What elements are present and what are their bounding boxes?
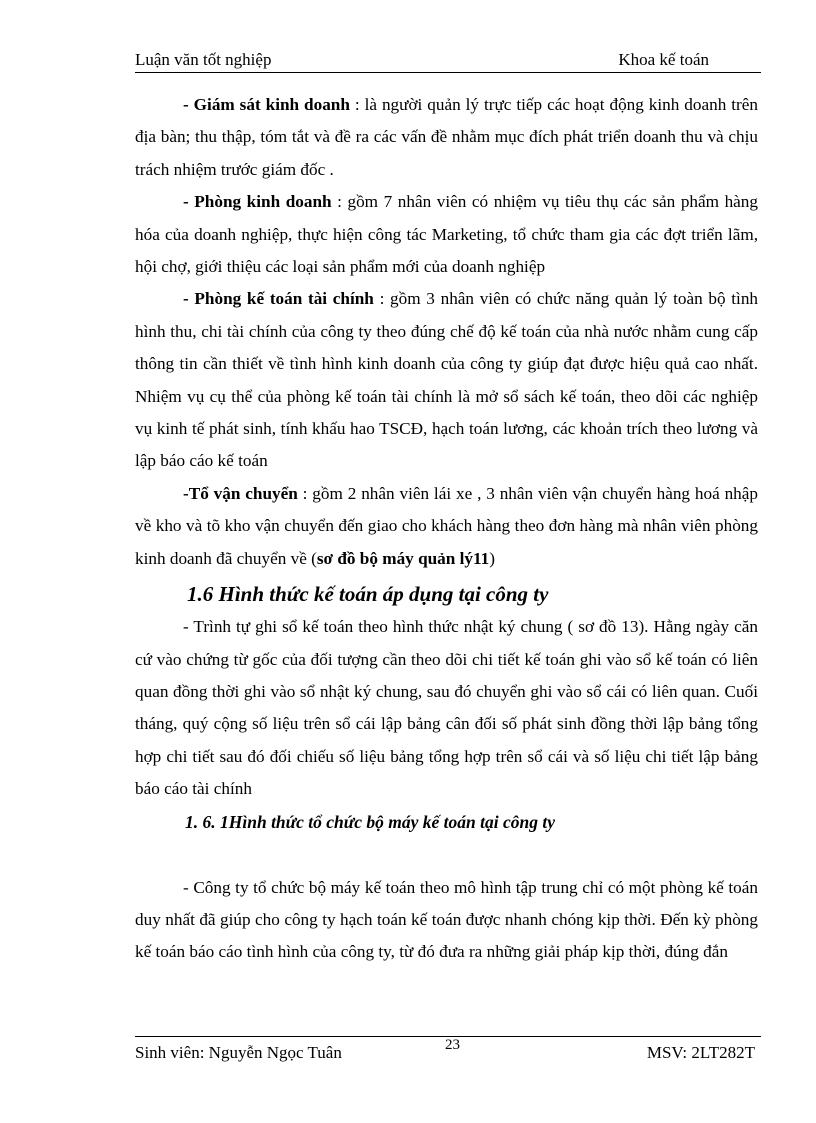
paragraph-accounting-organization: - Công ty tổ chức bộ máy kế toán theo mô hình tập trung chỉ có một phòng kế toán duy nhất đã giúp cho công ty hạch toán kế toán được nhanh chóng kịp thời. Đến kỳ phòng kế toán báo cáo tình hình của công ty, từ đó đưa ra những giải pháp kịp thời, đúng đắn [135,877,758,962]
section-heading-1-6: 1.6 Hình thức kế toán áp dụng tại công ty [187,582,549,607]
paragraph-lead: - Phòng kế toán tài chính [183,289,374,309]
paragraph-text: : là người quản lý trực tiếp các hoạt động kinh doanh trên địa bàn; thu thập, tóm tắt và đề ra các vấn đề nhằm mục đích phát triển doanh thu và chịu trách nhiệm trước giám đốc . [135,95,758,179]
diagram-reference: sơ đồ bộ máy quản lý11 [316,548,490,568]
paragraph-text: : gồm 2 nhân viên lái xe , 3 nhân viên vận chuyển hàng hoá nhập về kho và tõ kho vận chuyển đến giao cho khách hàng theo đơn hàng mà nhân viên phòng kinh doanh đã chuyển về ( [135,483,758,568]
paragraph-text-close: ) [489,548,495,568]
header-thesis-title: Luận văn tốt nghiệp [135,50,272,69]
paragraph-business-supervisor [135,89,758,186]
paragraph-lead: -Tổ vận chuyển [183,483,298,503]
footer-student-id: MSV: 2LT282T [646,1043,755,1062]
document-body [135,89,758,969]
paragraph-lead: - Phòng kinh doanh [183,192,332,212]
footer-student-name: Sinh viên: Nguyễn Ngọc Tuân [135,1043,342,1062]
paragraph-text: : gồm 3 nhân viên có chức năng quản lý toàn bộ tình hình thu, chi tài chính của công ty theo đúng chế độ kế toán của nhà nước nhằm cung cấp thông tin cần thiết về tình hình kinh doanh của công ty giúp đạt được hiệu quả cao nhất. Nhiệm vụ cụ thể của phòng kế toán tài chính là mở sổ sách kế toán, theo dõi các nghiệp vụ kinh tế phát sinh, tính khấu hao TSCĐ, hạch toán lương, các khoản trích theo lương và lập báo cáo kế toán [135,289,759,471]
paragraph-transport-team [135,478,758,575]
paragraph-journal-procedure: - Trình tự ghi sổ kế toán theo hình thức nhật ký chung ( sơ đồ 13). Hằng ngày căn cứ vào chứng từ gốc của đối tượng cần theo dõi chi tiết kế toán ghi vào sổ kế toán có liên quan đồng thời ghi vào sổ nhật ký chung, sau đó chuyển ghi vào sổ cái có liên quan. Cuối tháng, quý cộng số liệu trên sổ cái lập bảng cân đối số phát sinh đồng thời lập bảng tổng hợp chi tiết sau đó đối chiếu số liệu bảng tổng hợp trên sổ cái và số liệu chi tiết lập bảng báo cáo tài chính [135,617,758,799]
page-footer [135,1036,761,1067]
paragraph-accounting-dept [135,283,758,477]
subsection-heading-1-6-1: 1. 6. 1Hình thức tổ chức bộ máy kế toán tại công ty [185,811,555,832]
paragraph-lead: - Giám sát kinh doanh [183,95,350,114]
footer-page-number: 23 [445,1037,460,1053]
page-header [135,50,761,73]
paragraph-text: : gồm 7 nhân viên có nhiệm vụ tiêu thụ các sản phẩm hàng hóa của doanh nghiệp, thực hiện công tác Marketing, tổ chức tham gia các đợt triển lãm, hội chợ, giới thiệu các loại sản phẩm mới của doanh nghiệp [135,192,758,277]
header-department: Khoa kế toán [618,50,709,69]
paragraph-sales-dept [135,186,758,283]
